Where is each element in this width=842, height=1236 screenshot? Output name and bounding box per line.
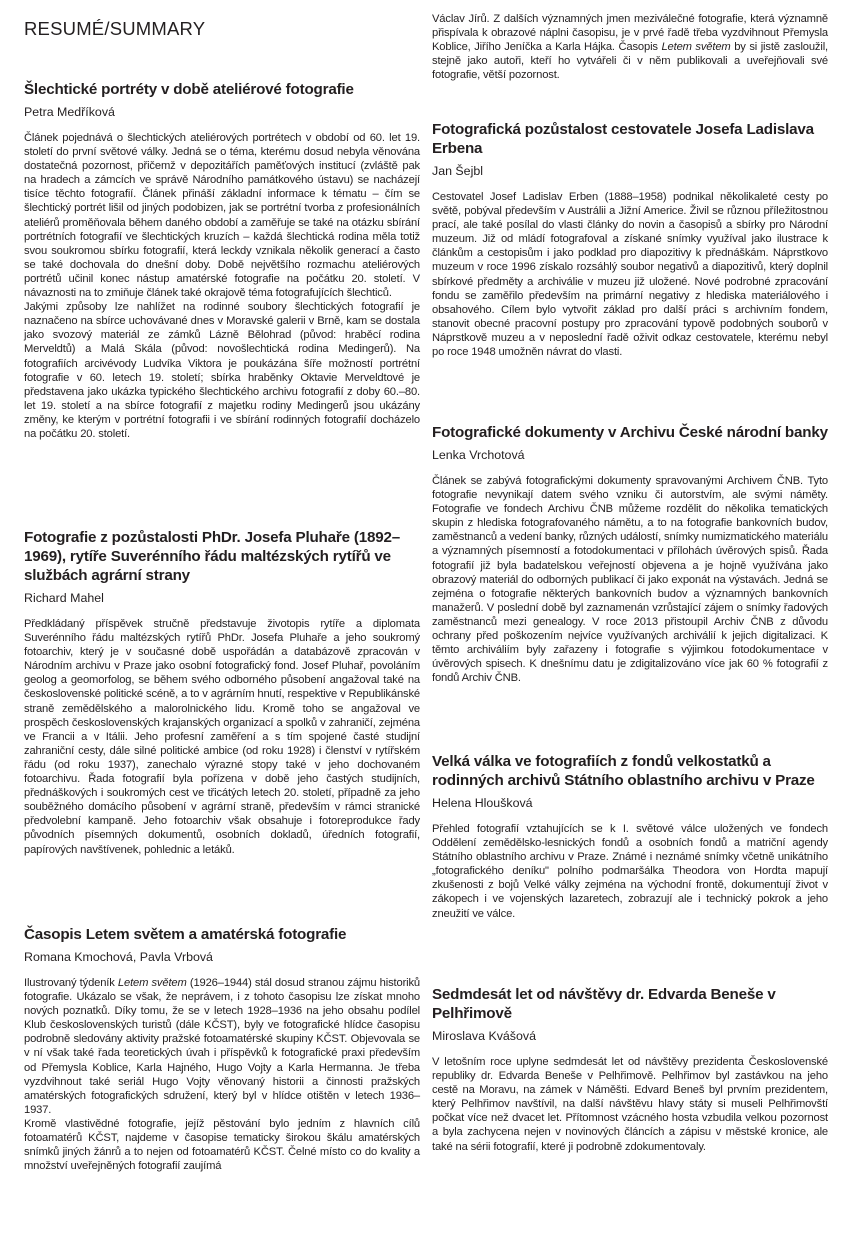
article-paragraph: Článek pojednává o šlechtických ateliérových portrétech v období od 60. let 19. století do první světové války. Jedná se o téma, kterému dosud nebyla věnována dostatečná pozornost, přičemž v depozitářích paměťových institucí (zvláště pak na hradech a zámcích ve správě Národního památkového ústavu) se nacházejí tisíce těchto fotografií. Článek přináší základní informace k tématu – čím se šlechtický portrét lišil od jiných podobizen, jak se portrétní tvorba z profesionálních ateliérů proměňovala během daného období a zaměřuje se také na otázku sbírání portrétních fotografií ve šlechtických kruzích – každá šlechtická rodina měla totiž svou soukromou sbírku fotografií, která leckdy vznikala několik generací a často se také dochovala do dnešní doby. Době největšího rozmachu ateliérových portrétů učinil konec nástup amatérské fotografie na počátku 20. století. V návaznosti na to zmiňuje článek také okrajově téma fotografujících šlechticů. (24, 132, 420, 300)
article-author: Romana Kmochová, Pavla Vrbová (24, 950, 213, 964)
article (24, 80, 420, 441)
section-header: RESUMÉ/SUMMARY (24, 18, 206, 39)
article-body (24, 131, 420, 441)
article-paragraph: Článek se zabývá fotografickými dokumenty spravovanými Archivem ČNB. Tyto fotografie nevynikají datem svého vzniku či autorstvím, ale svými náměty. Fotografie ve fondech Archivu ČNB můžeme rozdělit do několika tematických skupin z hlediska fotografovaného námětu, a to na fotografie bankovních budov, zaměstnanců a vedení banky, různých událostí, snímky numizmatického materiálu a významných písemností a fotodokumentaci v přílohách úvěrových spisů. Řada fotografií již byla badatelskou veřejností objevena a je hojně využívána jako obrazový materiál do odborných publikací či jako exponát na výstavách. Jedná se zejména o fotografie některých bankovních budov a významných bankovních manažerů. V poslední době byl zaznamenán vzrůstající zájem o snímky řadových zaměstnanců mezi genealogy. V roce 2013 přistoupil Archiv ČNB z důvodu ochrany před poškozením nejvíce využívaných archiválií k jejich digitalizaci. K těmto archiváliím byly zařazeny i fotografie s výjimkou fotodokumentace v úvěrových spisech. K dnešnímu datu je zdigitalizováno více jak 60 % fotografií z fondů Archiv ČNB. (432, 475, 828, 685)
article (24, 925, 420, 1173)
article-title: Velká válka ve fotografiích z fondů velkostatků a rodinných archivů Státního oblastního archivu v Praze (432, 753, 815, 789)
article-body (432, 474, 828, 685)
article-title: Fotografické dokumenty v Archivu České národní banky (432, 424, 828, 441)
article-paragraph: Cestovatel Josef Ladislav Erben (1888–1958) podnikal několikaleté cesty po světě, pobýval především v Austrálii a Jižní Americe. Živil se různou příležitostnou prací, ale také posílal do vlasti články do novin a časopisů a sbírky pro Národní muzeum. Již od mládí fotografoval a získané snímky využíval jako ilustrace k článkům a cestopisům i jako podklad pro diapozitivy k přednáškám. Náprstkovo muzeum v roce 1996 získalo rozsáhlý soubor negativů a diapozitivů, který doplnil sbírkové předměty a archiválie v muzeu již uložené. Nové podrobné zpracování fondu se zaměřilo především na primární negativy z hlediska materiálového i obsahového. Cílem bylo vytvořit základ pro další práci s archivním fondem, stanovit obecné pracovní postupy pro zpracování typově podobných souborů v Náprstkově muzeu a v neposlední řadě oživit odkaz cestovatele, kterému nebyl po roce 1948 umožněn návrat do vlasti. (432, 191, 828, 359)
article-author: Jan Šejbl (432, 164, 483, 178)
article-body (432, 190, 828, 359)
article-paragraph: Předkládaný příspěvek stručně představuje životopis rytíře a diplomata Suverénního řádu maltézských rytířů PhDr. Josefa Pluhaře a jeho soukromý fotoarchiv, který je v současné době uspořádán a databázově zpracován v Národním archivu v Praze jako osobní fotografický fond. Josef Pluhař, povoláním geolog a geomorfolog, se během svého odborného působení angažoval také na československé politické scéně, a to v agrárním hnutí, respektive v Republikánské straně zemědělského a malorolnického lidu. Kromě toho se angažoval ve prospěch československých krajanských organizací a spolků v zahraničí, zejména ve Francii a v Itálii. Jeho profesní zaměření a s tím spojené časté studijní zahraniční cesty, dále silné politické ambice (od roku 1928) i členství v rytířském řádu (od roku 1937), zanechalo výrazné stopy také v jeho dochovaném fotoarchivu. Řada fotografií byla pořízena v době jeho častých studijních, přednáškových i soukromých cest ve třicátých letech 20. století, případně za jeho souběžného domácího působení v agrární straně, především v rámci stranické předvolební kampaně. Jeho fotoarchiv však obsahuje i fotoreprodukce řady původních písemných dokumentů, osobních dokladů, úředních fotografií, papírových navštívenek, pohlednic a letáků. (24, 618, 420, 856)
article-title: Sedmdesát let od návštěvy dr. Edvarda Beneše v Pelhřimově (432, 986, 776, 1022)
article-paragraph: Jakými způsoby lze nahlížet na rodinné soubory šlechtických fotografií je naznačeno na sbírce uchovávané dnes v Moravské galerii v Brně, kam se dostala jako svozový materiál ze zámků Lázně Bělohrad (původ: hraběcí rodina Merveldtů) a Malá Skála (původ: novošlechtická rodina Medingerů). Na fotografiích arcivévody Ludvíka Viktora je poukázána šíře možností portrétní fotografie v 60. letech 19. století; sbírka hraběnky Oktavie Merveldtové je představena jako ukázka typického šlechtického archivu fotografií z doby 60.–80. let 19. století a na sbírce fotografií z majetku rodiny Medingerů jsou ukázány změny, ke kterým v portrétní fotografii i ve sbírání rodinných fotografií docházelo na počátku 20. století. (24, 301, 420, 440)
article-author: Helena Hloušková (432, 796, 533, 810)
article-paragraph: Ilustrovaný týdeník Letem světem (1926–1944) stál dosud stranou zájmu historiků fotografie. Ukázalo se však, že neprávem, i z tohoto časopisu lze získat mnoho nových poznatků. Díky tomu, že se v letech 1928–1936 na jeho obsahu podílel Klub československých turistů (dále KČST), byly ve fotografické hlídce časopisu podrobně sledovány aktivity pražské fotoamatérské skupiny KČST. Objevovala se v ní však také řada teoretických úvah i příspěvků k fotografické praxi především od Přemysla Koblice, Karla Hajného, Hugo Vojty a Karla Hermanna. Je třeba vyzdvihnout také seriál Hugo Vojty věnovaný historii a činnosti pražských amatérských fotografických sdružení, který byl v hlídce otištěn v letech 1936–1937. (24, 977, 420, 1116)
article-author: Miroslava Kvášová (432, 1029, 536, 1043)
article-continuation (432, 12, 828, 82)
article-paragraph: Václav Jírů. Z dalších významných jmen meziválečné fotografie, která významně přispívala k obrazové náplni časopisu, je v prvé řadě třeba vyzdvihnout Přemysla Koblice, Jiřího Jeníčka a Karla Hájka. Časopis Letem světem by si jistě zasloužil, stejně jako autoři, kteří ho vytvářeli či v něm publikovali a uveřejňovali své fotografie, větší pozornost. (432, 13, 828, 82)
article-author: Richard Mahel (24, 591, 104, 605)
article-paragraph: Kromě vlastivědné fotografie, jejíž pěstování bylo jedním z hlavních cílů fotoamatérů KČST, najdeme v časopise tematicky širokou škálu amatérských snímků jiných žánrů a to nejen od fotoamatérů KČST. Čelné místo co do kvality a množství uveřejněných fotografií zaujímá (24, 1117, 420, 1173)
article-body (432, 1055, 828, 1154)
article-paragraph: V letošním roce uplyne sedmdesát let od návštěvy prezidenta Československé republiky dr. Edvarda Beneše v Pelhřimově. Pelhřimov byl zastávkou na jeho cestě na Moravu, na zámek v Náměšti. Edvard Beneš byl prvním prezidentem, který Pelhřimov navštívil, na další návštěvu hlavy státy si museli Pelhřimovští počkat více než dvacet let. Přítomnost vzácného hosta vzbudila velkou pozornost a byla zachycena nejen v novinových článcích a zápisu v městské kronice, ale také na sérii fotografií, které ji podrobně zdokumentovaly. (432, 1056, 828, 1153)
article (24, 528, 420, 857)
article-title: Fotografie z pozůstalosti PhDr. Josefa Pluhaře (1892–1969), rytíře Suverénního řádu maltézských rytířů ve službách agrární strany (24, 529, 400, 584)
article-body (24, 617, 420, 857)
article-body (432, 822, 828, 921)
article-body (24, 976, 420, 1173)
article (432, 985, 828, 1154)
article-title: Časopis Letem světem a amatérská fotografie (24, 926, 347, 943)
article-author: Lenka Vrchotová (432, 448, 525, 462)
article (432, 752, 828, 921)
article (432, 120, 828, 359)
article (432, 423, 828, 685)
article-paragraph: Přehled fotografií vztahujících se k I. světové válce uložených ve fondech Oddělení zemědělsko-lesnických fondů a osobních fondů a matriční agendy Státního oblastního archivu v Praze. Známé i neznámé snímky včetně unikátního „fotografického deníku" polního podmaršálka Theodora von Hordta mapují zkušenosti z bojů Velké války zejména na východní frontě, dokumentují život v zákopech i ve vojenských lazaretech, zobrazují ale i technický pokrok a jeho zneužití ve válce. (432, 823, 828, 920)
article-author: Petra Medříková (24, 105, 115, 119)
article-title: Fotografická pozůstalost cestovatele Josefa Ladislava Erbena (432, 121, 814, 157)
article-title: Šlechtické portréty v době ateliérové fotografie (24, 81, 354, 98)
